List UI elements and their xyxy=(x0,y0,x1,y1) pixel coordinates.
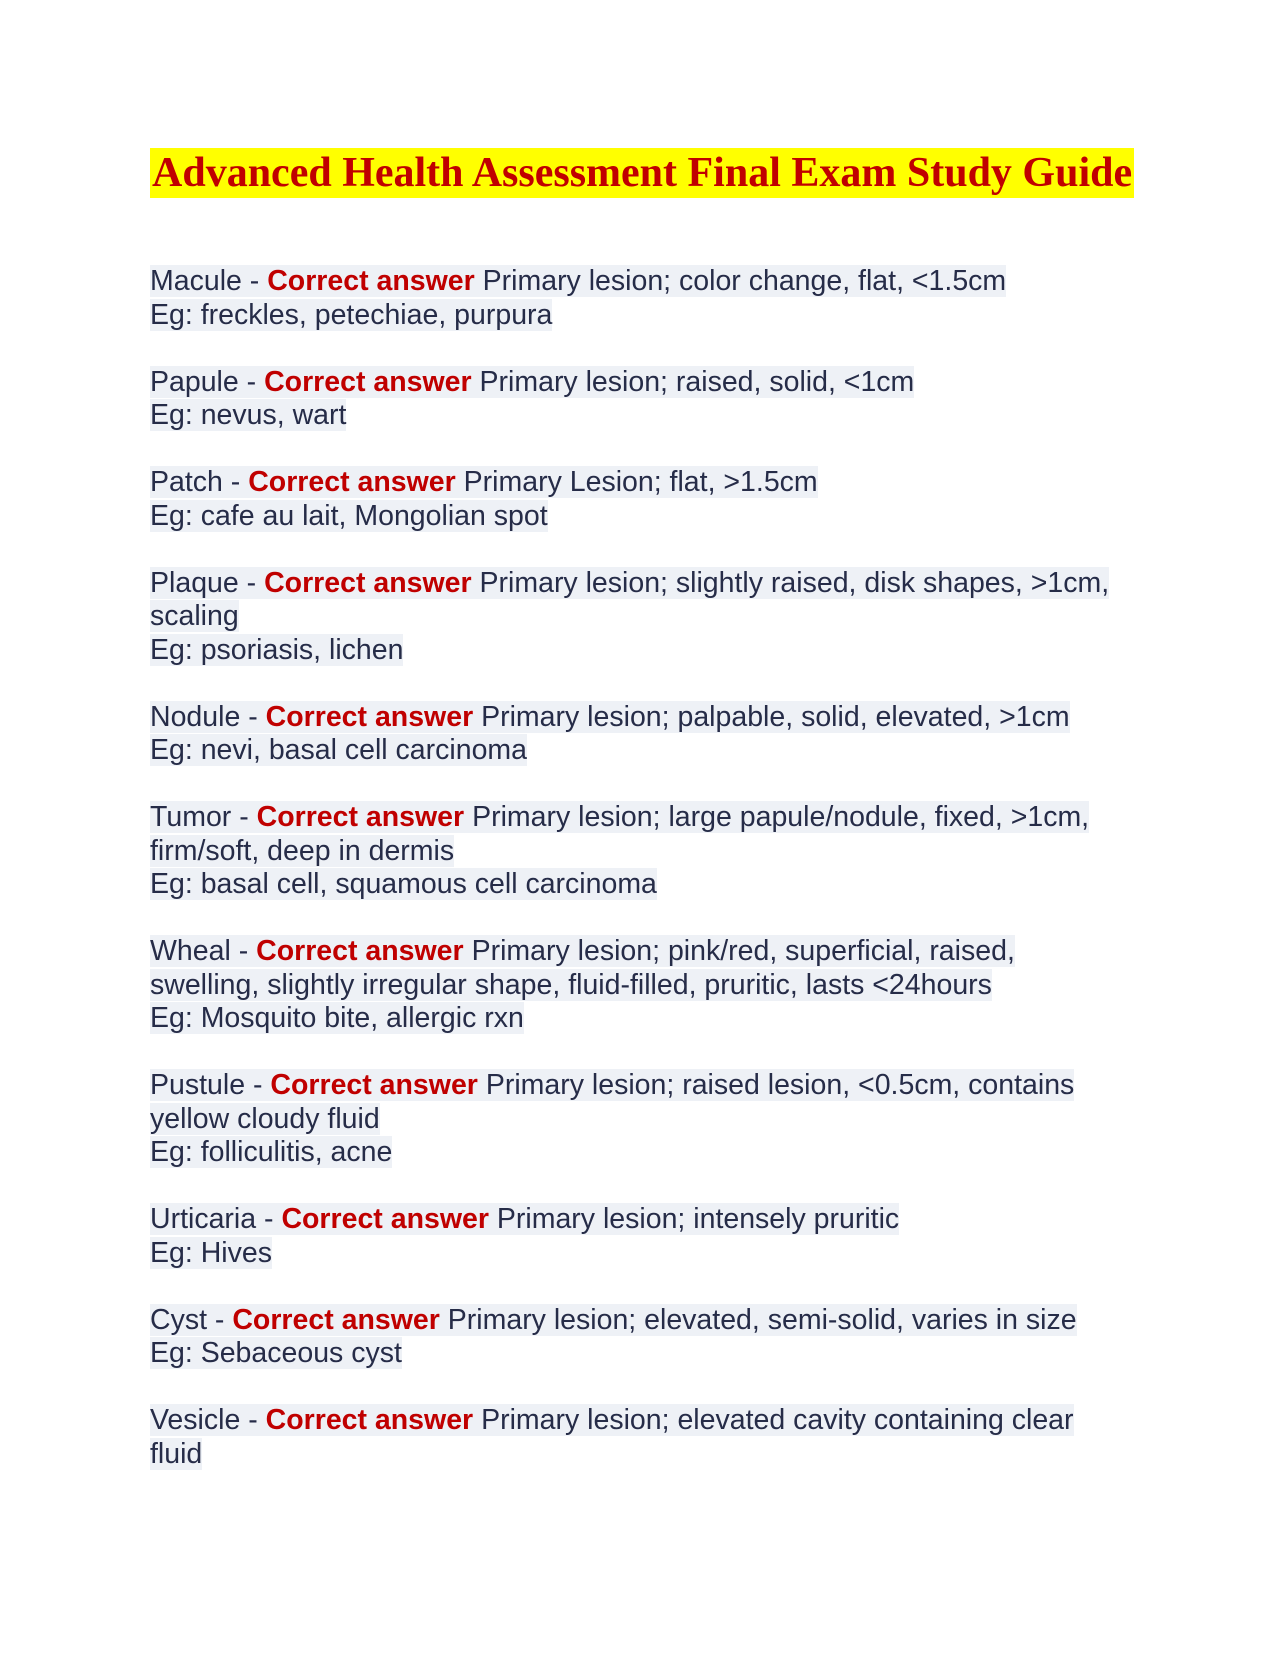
definition-text: Primary lesion; pink/red, superficial, raised, swelling, slightly irregular shape, fluid-filled, pruritic, lasts <24hours xyxy=(150,935,1015,1001)
definition-line-shading xyxy=(150,1069,1074,1135)
definition-line xyxy=(150,801,1130,868)
correct-answer-label: Correct answer xyxy=(267,265,475,297)
definition-line xyxy=(150,265,1130,299)
correct-answer-label: Correct answer xyxy=(256,935,464,967)
definition-text: Primary lesion; intensely pruritic xyxy=(496,1203,900,1235)
term-separator: - xyxy=(240,1404,266,1436)
example-line xyxy=(150,634,1130,668)
example-line xyxy=(150,734,1130,768)
term-label: Wheal xyxy=(150,935,231,967)
example-text: Eg: nevi, basal cell carcinoma xyxy=(150,734,528,766)
correct-answer-label: Correct answer xyxy=(264,365,472,398)
correct-answer-label: Correct answer xyxy=(232,1303,440,1336)
example-text: Eg: nevus, wart xyxy=(150,399,347,431)
definition-text: Primary lesion; slightly raised, disk shapes, >1cm, scaling xyxy=(150,566,1110,632)
term-label: Pustule xyxy=(150,1069,246,1101)
example-text: Eg: cafe au lait, Mongolian spot xyxy=(150,499,548,532)
definition-line xyxy=(150,1203,1130,1237)
definition-line-shading xyxy=(150,1203,899,1235)
definition-text: Primary lesion; elevated, semi-solid, varies in size xyxy=(447,1303,1077,1336)
definition-line-shading xyxy=(150,265,1006,297)
flashcard-entry xyxy=(150,1404,1130,1471)
example-text: Eg: folliculitis, acne xyxy=(150,1136,393,1168)
example-line xyxy=(150,399,1130,433)
term-label: Patch xyxy=(150,466,223,498)
flashcard-entry xyxy=(150,567,1130,668)
example-line xyxy=(150,868,1130,902)
flashcard-entry xyxy=(150,1203,1130,1270)
example-text: Eg: Sebaceous cyst xyxy=(150,1337,402,1369)
term-label: Urticaria xyxy=(150,1203,257,1235)
term-label: Plaque xyxy=(150,566,239,599)
term-separator: - xyxy=(207,1303,233,1336)
page-title: Advanced Health Assessment Final Exam Study Guide xyxy=(152,150,1133,196)
term-separator: - xyxy=(240,700,266,733)
example-text: Eg: Mosquito bite, allergic rxn xyxy=(150,1002,524,1034)
definition-text: Primary lesion; raised, solid, <1cm xyxy=(479,365,915,398)
definition-line xyxy=(150,567,1130,634)
example-line xyxy=(150,1136,1130,1170)
correct-answer-label: Correct answer xyxy=(281,1203,489,1235)
term-label: Nodule xyxy=(150,700,241,733)
definition-line xyxy=(150,935,1130,1002)
definition-text: Primary lesion; elevated cavity containing clear fluid xyxy=(150,1404,1074,1470)
flashcard-entry xyxy=(150,265,1130,332)
definition-line xyxy=(150,366,1130,400)
term-separator: - xyxy=(238,365,265,398)
term-separator: - xyxy=(256,1203,282,1235)
term-label: Cyst xyxy=(150,1303,207,1336)
example-line xyxy=(150,1237,1130,1271)
term-separator: - xyxy=(241,265,268,297)
flashcard-entry xyxy=(150,1069,1130,1170)
definition-line xyxy=(150,1404,1130,1471)
definition-line-shading xyxy=(150,701,1070,733)
flashcard-entry xyxy=(150,366,1130,433)
example-line xyxy=(150,299,1130,333)
term-separator: - xyxy=(231,801,257,833)
definition-line-shading xyxy=(150,567,1109,633)
correct-answer-label: Correct answer xyxy=(270,1069,478,1101)
flashcard-list xyxy=(150,265,1130,1505)
correct-answer-label: Correct answer xyxy=(265,700,474,733)
example-line xyxy=(150,500,1130,534)
definition-text: Primary lesion; palpable, solid, elevated, >1cm xyxy=(481,700,1070,733)
term-separator: - xyxy=(222,466,249,498)
flashcard-entry xyxy=(150,466,1130,533)
definition-text: Primary Lesion; flat, >1.5cm xyxy=(463,466,818,498)
example-text: Eg: freckles, petechiae, purpura xyxy=(150,298,553,331)
correct-answer-label: Correct answer xyxy=(264,566,472,599)
definition-text: Primary lesion; color change, flat, <1.5cm xyxy=(482,265,1007,297)
example-text: Eg: psoriasis, lichen xyxy=(150,633,404,666)
correct-answer-label: Correct answer xyxy=(265,1404,474,1436)
definition-line xyxy=(150,466,1130,500)
term-label: Papule xyxy=(150,365,239,398)
definition-line-shading xyxy=(150,366,914,398)
definition-line-shading xyxy=(150,1304,1077,1336)
flashcard-entry xyxy=(150,801,1130,902)
example-text: Eg: basal cell, squamous cell carcinoma xyxy=(150,868,657,900)
term-label: Vesicle xyxy=(150,1404,241,1436)
definition-line-shading xyxy=(150,935,1015,1001)
flashcard-entry xyxy=(150,701,1130,768)
definition-text: Primary lesion; large papule/nodule, fixed, >1cm, firm/soft, deep in dermis xyxy=(150,801,1090,867)
definition-line-shading xyxy=(150,466,818,498)
term-separator: - xyxy=(245,1069,271,1101)
definition-line xyxy=(150,701,1130,735)
definition-line xyxy=(150,1304,1130,1338)
correct-answer-label: Correct answer xyxy=(256,801,465,833)
definition-line-shading xyxy=(150,1404,1074,1470)
term-label: Macule xyxy=(150,265,242,297)
definition-text: Primary lesion; raised lesion, <0.5cm, contains yellow cloudy fluid xyxy=(150,1069,1075,1135)
correct-answer-label: Correct answer xyxy=(248,466,456,498)
term-label: Tumor xyxy=(150,801,232,833)
term-separator: - xyxy=(230,935,257,967)
example-line xyxy=(150,1002,1130,1036)
flashcard-entry xyxy=(150,1304,1130,1371)
flashcard-entry xyxy=(150,935,1130,1036)
term-separator: - xyxy=(238,566,265,599)
definition-line xyxy=(150,1069,1130,1136)
definition-line-shading xyxy=(150,801,1089,867)
example-text: Eg: Hives xyxy=(150,1236,272,1269)
example-line xyxy=(150,1337,1130,1371)
